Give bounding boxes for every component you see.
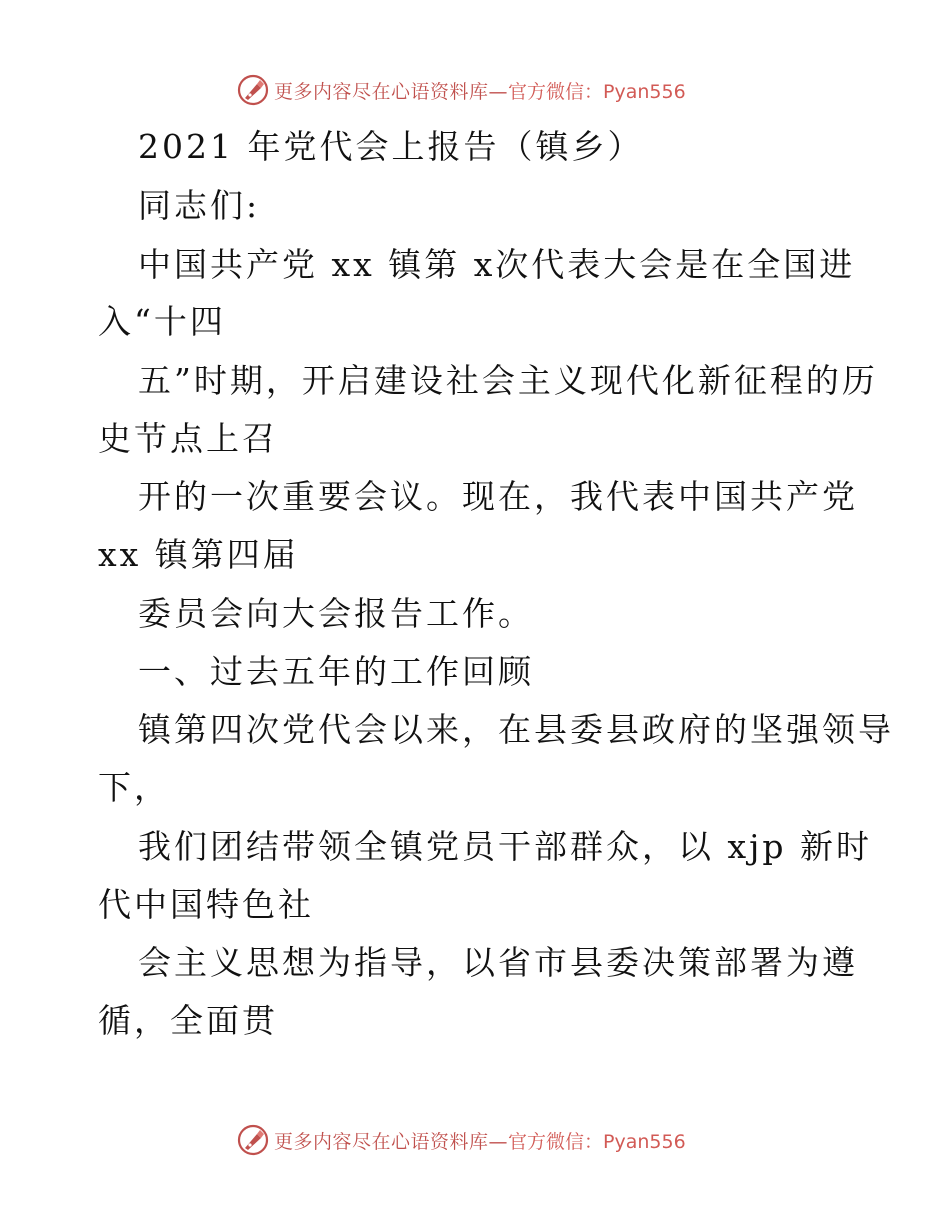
paragraph-line: 中国共产党 xx 镇第 x次代表大会是在全国进 <box>138 245 856 284</box>
pen-nib-logo-icon <box>236 73 270 107</box>
section-heading: 一、过去五年的工作回顾 <box>138 652 534 691</box>
paragraph-line: 会主义思想为指导，以省市县委决策部署为遵 <box>138 943 858 982</box>
paragraph-line: 镇第四次党代会以来，在县委县政府的坚强领导 <box>138 710 894 749</box>
paragraph-line: 代中国特色社 <box>98 885 314 924</box>
paragraph-line: 入“十四 <box>98 302 226 341</box>
salutation: 同志们: <box>138 186 261 225</box>
paragraph-line: 下， <box>98 768 170 807</box>
watermark-text: 更多内容尽在心语资料库— <box>274 1130 509 1153</box>
paragraph-line: 委员会向大会报告工作。 <box>138 594 534 633</box>
watermark-text: 更多内容尽在心语资料库— <box>274 80 509 103</box>
paragraph-line: 史节点上召 <box>98 419 278 458</box>
watermark-wechat: 官方微信：Pyan556 <box>508 80 686 103</box>
paragraph-line: 开的一次重要会议。现在，我代表中国共产党 <box>138 477 858 516</box>
watermark-wechat: 官方微信：Pyan556 <box>508 1130 686 1153</box>
pen-nib-logo-icon <box>236 1123 270 1157</box>
paragraph-line: 循，全面贯 <box>98 1001 278 1040</box>
paragraph-line: 五”时期，开启建设社会主义现代化新征程的历 <box>138 361 878 400</box>
footer-watermark <box>236 1122 686 1158</box>
paragraph-line: 我们团结带领全镇党员干部群众，以 xjp 新时 <box>138 827 872 866</box>
paragraph-line: xx 镇第四届 <box>98 535 299 574</box>
header-watermark <box>236 72 686 108</box>
document-title: 2021 年党代会上报告（镇乡） <box>138 127 644 166</box>
